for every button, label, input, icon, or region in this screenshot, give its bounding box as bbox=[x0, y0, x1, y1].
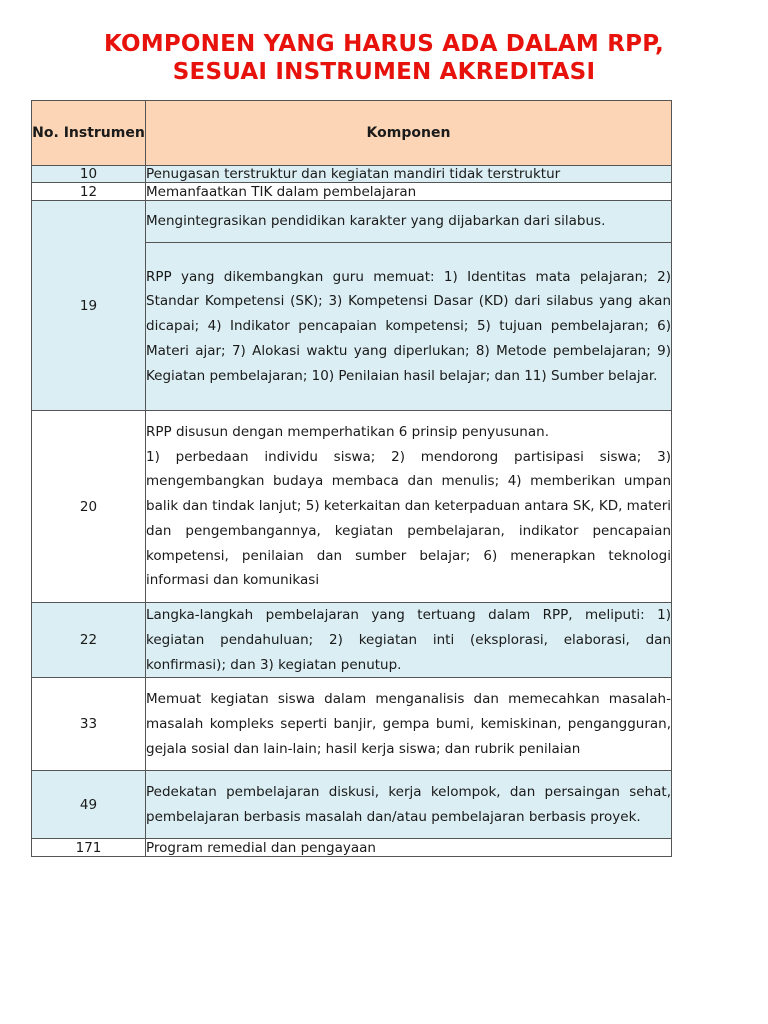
components-table bbox=[31, 100, 672, 857]
component-text: Penugasan terstruktur dan kegiatan mandiri tidak terstruktur bbox=[146, 166, 672, 183]
table-row bbox=[32, 166, 672, 183]
table-row bbox=[32, 839, 672, 857]
component-text: Program remedial dan pengayaan bbox=[146, 839, 672, 857]
instrument-number: 10 bbox=[32, 166, 146, 183]
table-row bbox=[32, 603, 672, 678]
table-row bbox=[32, 678, 672, 771]
document-title bbox=[0, 30, 768, 86]
instrument-number: 33 bbox=[32, 678, 146, 771]
component-text: Memuat kegiatan siswa dalam menganalisis dan memecahkan masalah-masalah kompleks seperti banjir, gempa bumi, kemiskinan, pengangguran, gejala sosial dan lain-lain; hasil kerja siswa; dan rubrik penilaian bbox=[146, 678, 672, 771]
component-text: Mengintegrasikan pendidikan karakter yang dijabarkan dari silabus. bbox=[146, 201, 672, 243]
instrument-number: 49 bbox=[32, 771, 146, 839]
component-text: RPP yang dikembangkan guru memuat: 1) Identitas mata pelajaran; 2) Standar Kompetensi (SK); 3) Kompetensi Dasar (KD) dari silabus yang akan dicapai; 4) Indikator pencapaian kompetensi; 5) tujuan pembelajaran; 6) Materi ajar; 7) Alokasi waktu yang diperlukan; 8) Metode pembelajaran; 9) Kegiatan pembelajaran; 10) Penilaian hasil belajar; dan 11) Sumber belajar. bbox=[146, 243, 672, 411]
table-row bbox=[32, 201, 672, 243]
component-text: Pedekatan pembelajaran diskusi, kerja kelompok, dan persaingan sehat, pembelajaran berbasis masalah dan/atau pembelajaran berbasis proyek. bbox=[146, 771, 672, 839]
component-text bbox=[146, 411, 672, 603]
component-text: Langka-langkah pembelajaran yang tertuang dalam RPP, meliputi: 1) kegiatan pendahuluan; 2) kegiatan inti (eksplorasi, elaborasi, dan konfirmasi); dan 3) kegiatan penutup. bbox=[146, 603, 672, 678]
table-row bbox=[32, 771, 672, 839]
header-instrument-number: No. Instrumen bbox=[32, 101, 146, 166]
table-header-row bbox=[32, 101, 672, 166]
header-component: Komponen bbox=[146, 101, 672, 166]
instrument-number: 171 bbox=[32, 839, 146, 857]
title-line-1: KOMPONEN YANG HARUS ADA DALAM RPP, bbox=[104, 31, 664, 57]
instrument-number: 19 bbox=[32, 201, 146, 411]
table-row bbox=[32, 411, 672, 603]
instrument-number: 20 bbox=[32, 411, 146, 603]
component-text: Memanfaatkan TIK dalam pembelajaran bbox=[146, 183, 672, 201]
component-text-list: 1) perbedaan individu siswa; 2) mendorong partisipasi siswa; 3) mengembangkan budaya membaca dan menulis; 4) memberikan umpan balik dan tindak lanjut; 5) keterkaitan dan keterpaduan antara SK, KD, materi dan pengembangannya, kegiatan pembelajaran, indikator pencapaian kompetensi, penilaian dan sumber belajar; 6) menerapkan teknologi informasi dan komunikasi bbox=[146, 448, 671, 589]
instrument-number: 22 bbox=[32, 603, 146, 678]
component-text-intro: RPP disusun dengan memperhatikan 6 prinsip penyusunan. bbox=[146, 423, 549, 440]
table-row bbox=[32, 183, 672, 201]
title-line-2: SESUAI INSTRUMEN AKREDITASI bbox=[172, 59, 596, 85]
instrument-number: 12 bbox=[32, 183, 146, 201]
